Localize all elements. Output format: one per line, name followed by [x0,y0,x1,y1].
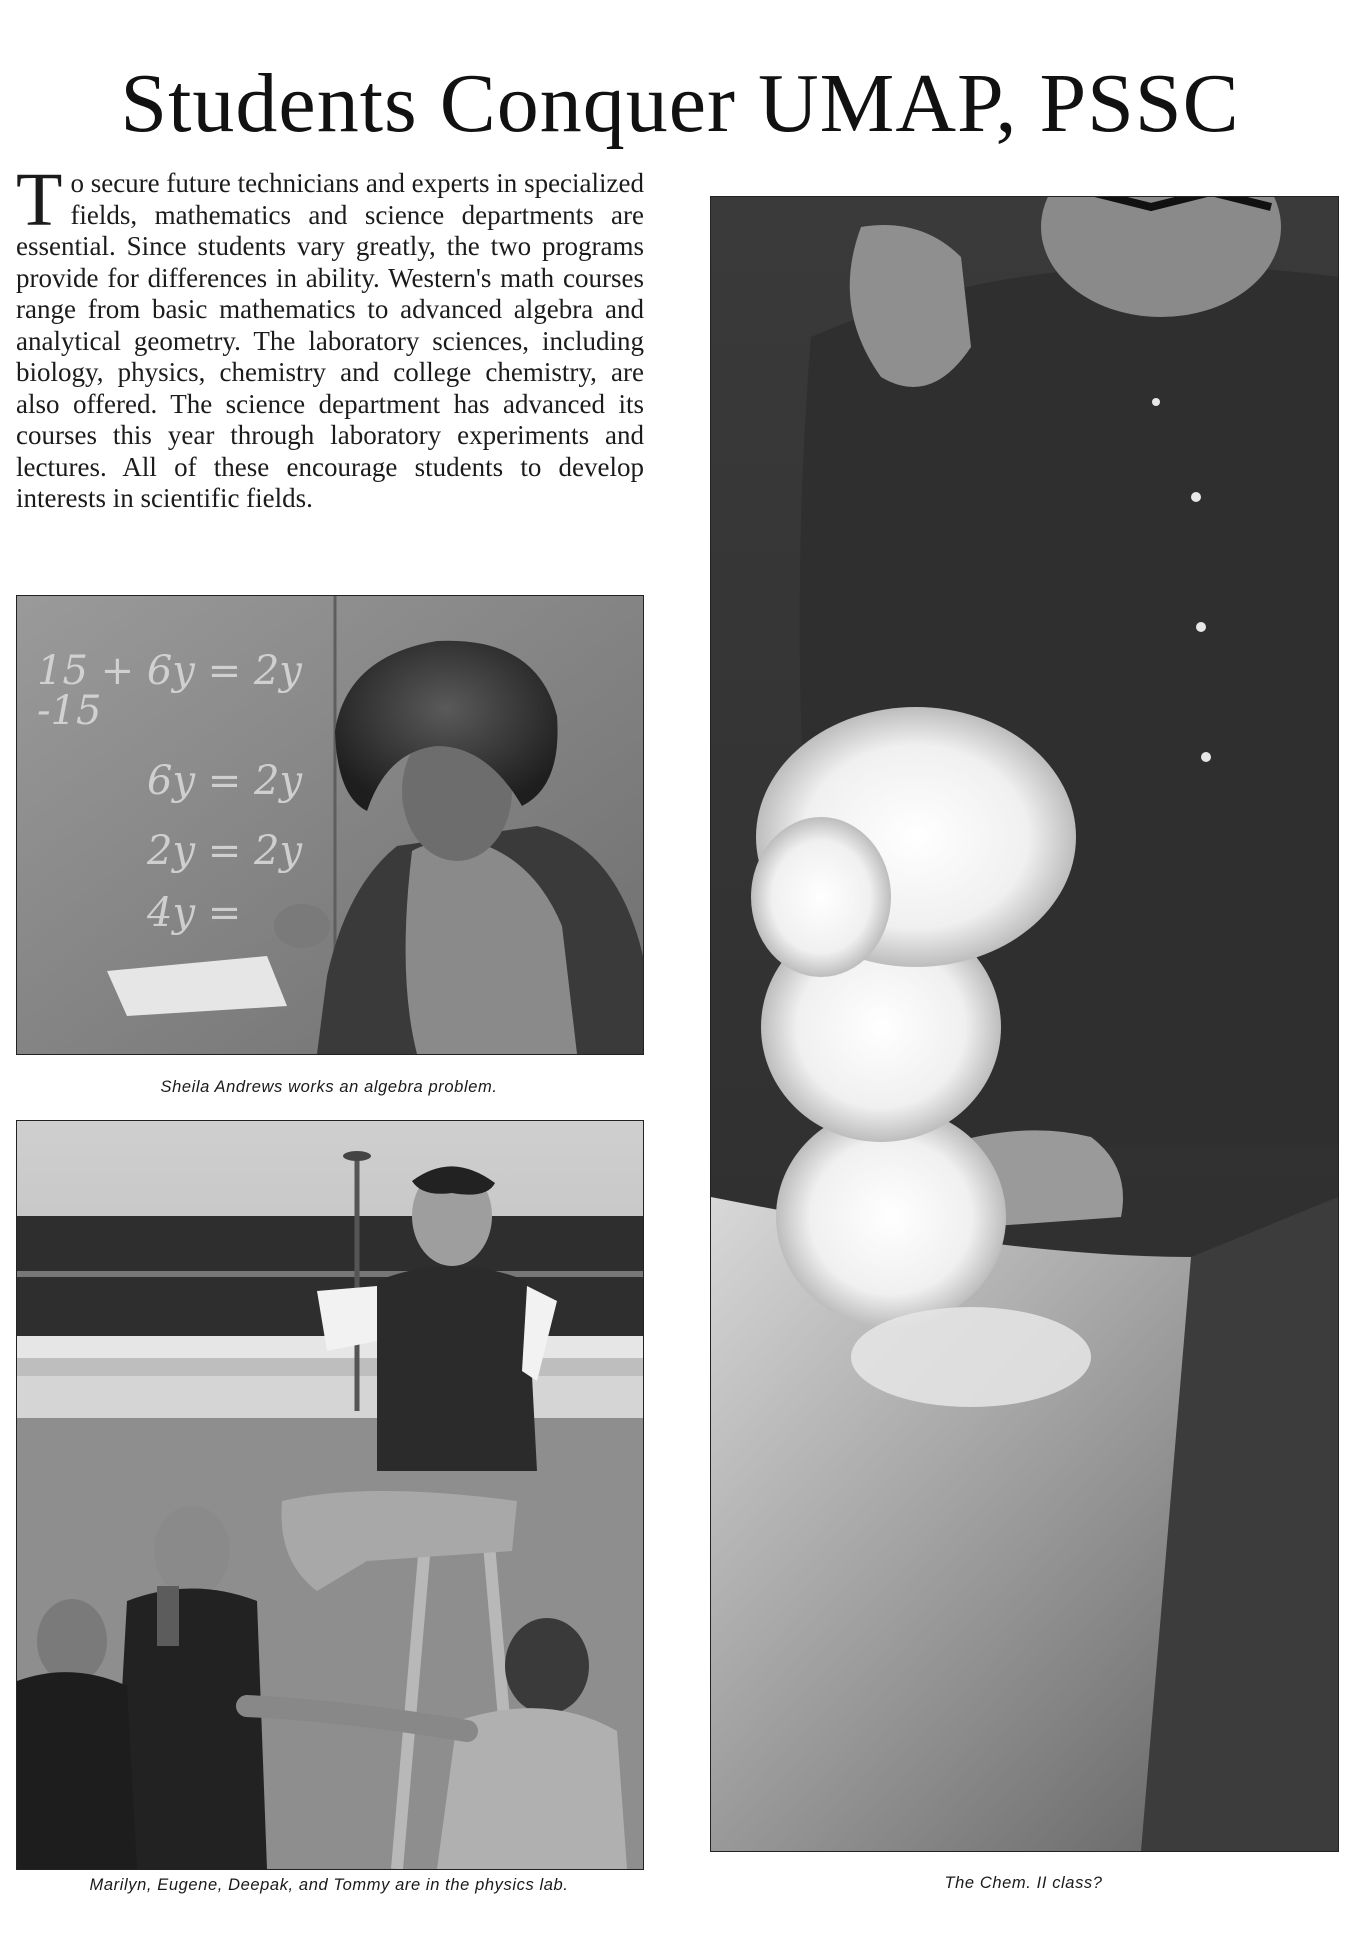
physics-photo-illustration [17,1121,643,1869]
student-hand [274,904,330,948]
standing-student-head [505,1618,589,1714]
chalk-line-5: 4y = [147,890,242,936]
window-mullion [17,1271,643,1277]
student-vest [377,1266,537,1471]
rod-cap [343,1151,371,1161]
blind [17,1376,643,1418]
intro-paragraph [16,158,644,515]
lab-apparatus [157,1586,179,1646]
intro-text: o secure future technicians and experts in specialized fields, mathematics and science departments are essential. Since students vary greatly, the two programs provide for differences in ability. Western's math courses range from basic mathematics to advanced algebra and analytical geometry. The laboratory sciences, including biology, physics, chemistry and college chemistry, are also offered. The science department has advanced its courses this year through laboratory experiments and lectures. All of these encourage students to develop interests in scientific fields. [16,168,644,513]
button-1 [1191,492,1201,502]
drop-cap: T [16,158,63,242]
chalk-line-2: -15 [37,688,102,734]
caption-chem: The Chem. II class? [944,1874,1103,1892]
cloud-splash [851,1307,1091,1407]
chem-photo-illustration [711,197,1338,1851]
caption-physics: Marilyn, Eugene, Deepak, and Tommy are in the physics lab. [89,1876,569,1894]
photo-chemistry-class [710,196,1339,1852]
photo-algebra-student [16,595,644,1055]
cloud-left [751,817,891,977]
seated-student-2-body [17,1672,137,1869]
seated-student-1-body [112,1589,267,1870]
algebra-photo-illustration [17,596,643,1054]
chalk-line-1: 15 + 6y = 2y [37,648,302,694]
seated-student-2-head [37,1599,107,1683]
button-3 [1201,752,1211,762]
chalk-line-4: 2y = 2y [147,828,303,874]
chalk-line-3: 6y = 2y [147,758,303,804]
button-4 [1152,398,1160,406]
seated-student-1-head [154,1506,230,1596]
page-title: Students Conquer UMAP, PSSC [120,57,1240,150]
photo-physics-lab [16,1120,644,1870]
button-2 [1196,622,1206,632]
caption-algebra: Sheila Andrews works an algebra problem. [160,1078,498,1096]
